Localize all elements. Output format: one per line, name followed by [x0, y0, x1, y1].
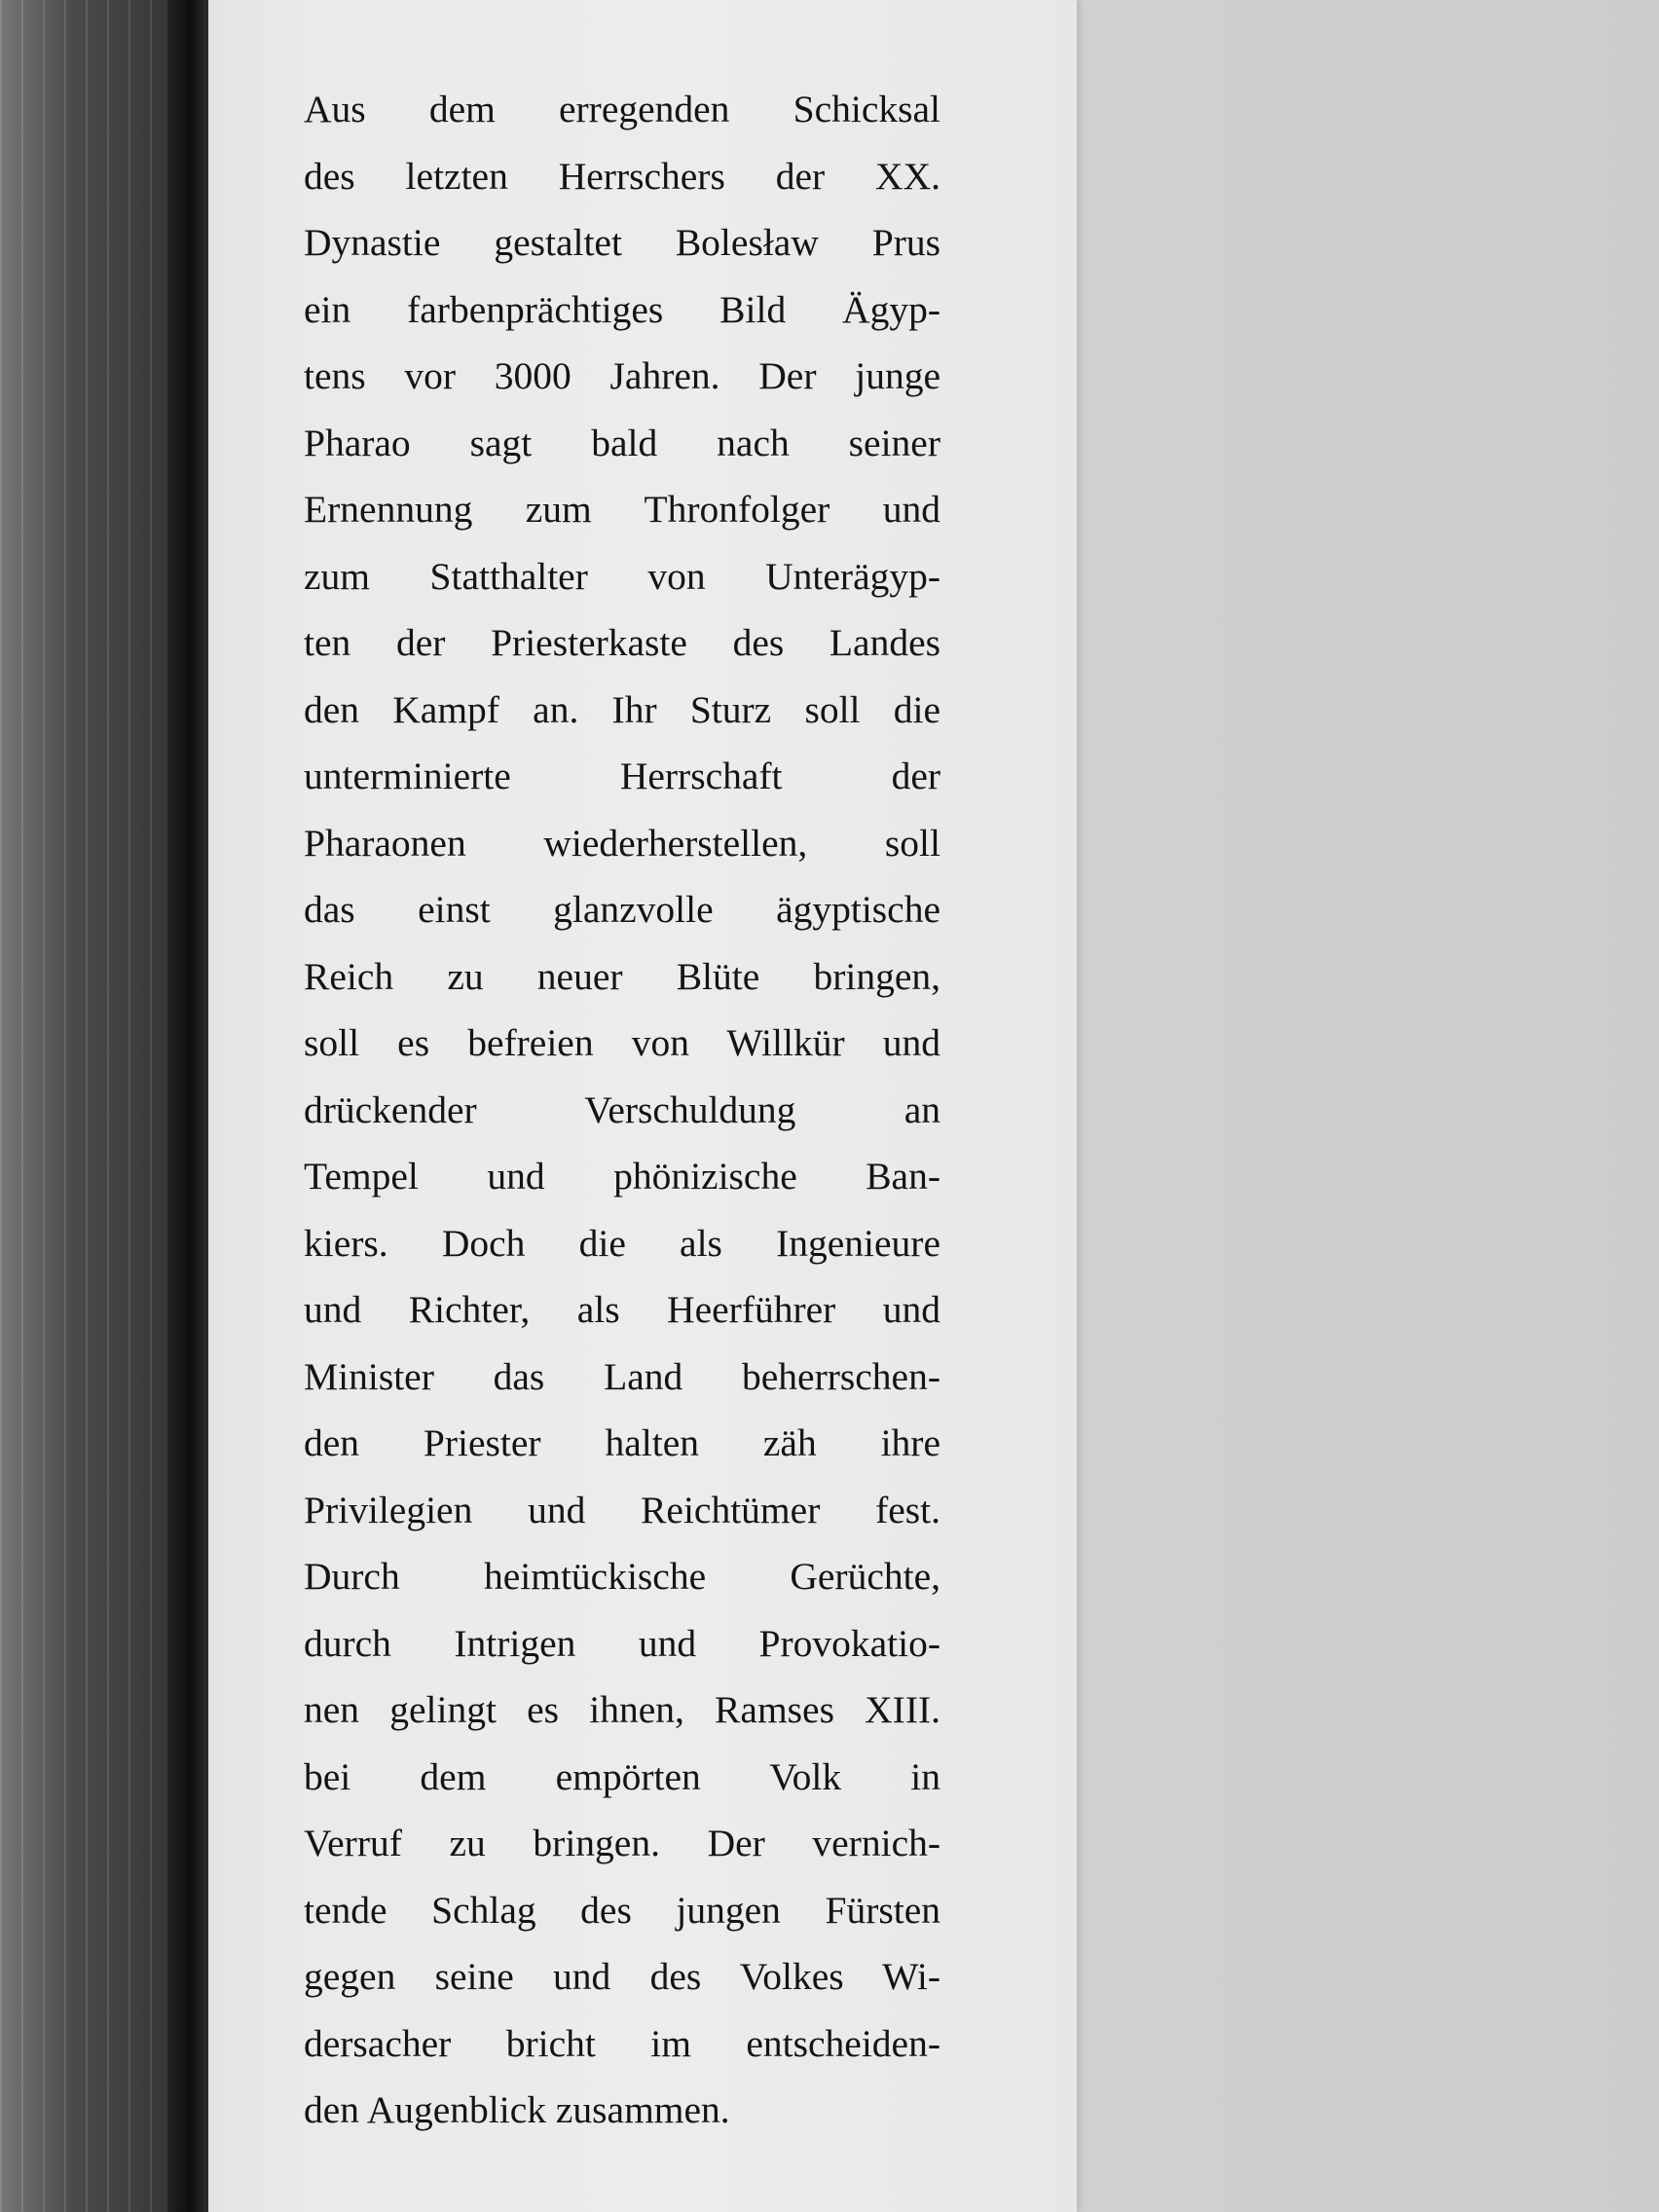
blurb-line: Pharao sagt bald nach seiner: [304, 421, 940, 464]
blurb-line: des letzten Herrschers der XX.: [304, 154, 940, 198]
blurb-text: [304, 76, 940, 2144]
blurb-line: tende Schlag des jungen Fürsten: [304, 1888, 940, 1932]
blurb-line: tens vor 3000 Jahren. Der junge: [304, 354, 940, 397]
blurb-line: Verruf zu bringen. Der vernich-: [304, 1822, 940, 1864]
blurb-line: den Augenblick zusammen.: [304, 2088, 730, 2131]
blurb-line: Ernennung zum Thronfolger und: [304, 488, 940, 531]
blurb-line: Pharaonen wiederherstellen, soll: [304, 821, 940, 865]
blurb-line: Aus dem erregenden Schicksal: [304, 88, 940, 130]
blurb-line: kiers. Doch die als Ingenieure: [304, 1221, 940, 1265]
blurb-line: bei dem empörten Volk in: [304, 1754, 940, 1798]
blurb-line: das einst glanzvolle ägyptische: [304, 888, 940, 931]
blurb-line: Dynastie gestaltet Bolesław Prus: [304, 221, 940, 264]
blurb-line: soll es befreien von Willkür und: [304, 1021, 940, 1064]
blurb-line: ten der Priesterkaste des Landes: [304, 621, 940, 664]
blurb-line: den Kampf an. Ihr Sturz soll die: [304, 687, 940, 731]
blurb-line: durch Intrigen und Provokatio-: [304, 1621, 940, 1665]
blurb-line: gegen seine und des Volkes Wi-: [304, 1955, 940, 1998]
fabric-background: [0, 0, 167, 2212]
blurb-line: Reich zu neuer Blüte bringen,: [304, 954, 940, 998]
blurb-line: unterminierte Herrschaft der: [304, 755, 940, 797]
blurb-line: dersacher bricht im entscheiden-: [304, 2021, 940, 2065]
blurb-line: ein farbenprächtiges Bild Ägyp-: [304, 287, 940, 331]
blurb-line: und Richter, als Heerführer und: [304, 1288, 940, 1331]
blurb-line: Privilegien und Reichtümer fest.: [304, 1488, 940, 1531]
blurb-line: zum Statthalter von Unterägyp-: [304, 554, 940, 598]
blurb-line: nen gelingt es ihnen, Ramses XIII.: [304, 1688, 940, 1731]
blurb-line: den Priester halten zäh ihre: [304, 1421, 940, 1464]
blurb-line: Durch heimtückische Gerüchte,: [304, 1555, 940, 1598]
book-spine-edge: [167, 0, 208, 2212]
blurb-line: Minister das Land beherrschen-: [304, 1354, 940, 1398]
blurb-line: Tempel und phönizische Ban-: [304, 1155, 940, 1198]
blurb-line: drückender Verschuldung an: [304, 1088, 940, 1131]
